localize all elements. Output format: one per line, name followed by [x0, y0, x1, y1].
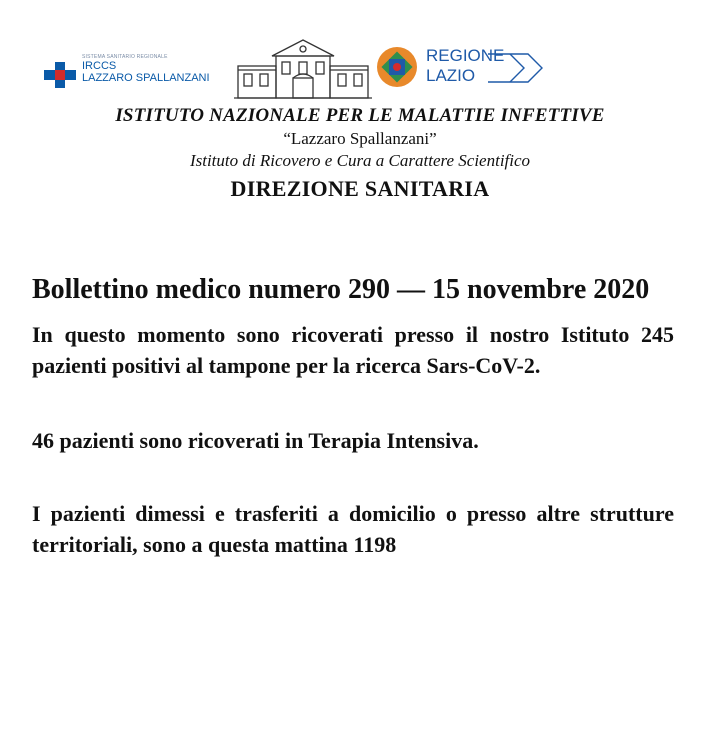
- irccs-line2: LAZZARO SPALLANZANI: [82, 72, 210, 84]
- regione-line1: REGIONE: [426, 46, 505, 65]
- logo-bar: [0, 34, 720, 104]
- irccs-logo-text: [82, 54, 210, 84]
- irccs-caption: SISTEMA SANITARIO REGIONALE: [82, 54, 168, 60]
- department-name: DIREZIONE SANITARIA: [230, 176, 490, 201]
- regione-lazio-logo: [376, 44, 546, 92]
- regione-lazio-emblem-icon: [376, 46, 418, 88]
- institute-name: ISTITUTO NAZIONALE PER LE MALATTIE INFETTIVE: [115, 105, 605, 126]
- regione-line2: LAZIO: [426, 66, 476, 85]
- bulletin-paragraph-hospitalized: In questo momento sono ricoverati presso il nostro Istituto 245 pazienti positivi al tampone per la ricerca Sars-CoV-2.: [32, 322, 674, 378]
- bulletin-paragraph-discharged: I pazienti dimessi e trasferiti a domicilio o presso altre strutture territoriali, sono a questa mattina 1198: [32, 501, 674, 557]
- medical-cross-icon: [44, 62, 76, 88]
- bulletin-paragraph-intensive-care: 46 pazienti sono ricoverati in Terapia Intensiva.: [32, 428, 479, 453]
- regione-lazio-lines-icon: [488, 48, 544, 88]
- institute-subtitle: Istituto di Ricovero e Cura a Carattere Scientifico: [189, 151, 531, 170]
- bulletin-body: [32, 272, 674, 560]
- document-header: [0, 104, 720, 204]
- irccs-spallanzani-logo: [44, 52, 234, 92]
- institute-building-icon: [232, 34, 374, 102]
- irccs-line1: IRCCS: [82, 60, 117, 72]
- bulletin-title: Bollettino medico numero 290 — 15 novembre 2020: [32, 274, 650, 305]
- institute-named-after: “Lazzaro Spallanzani”: [283, 129, 437, 148]
